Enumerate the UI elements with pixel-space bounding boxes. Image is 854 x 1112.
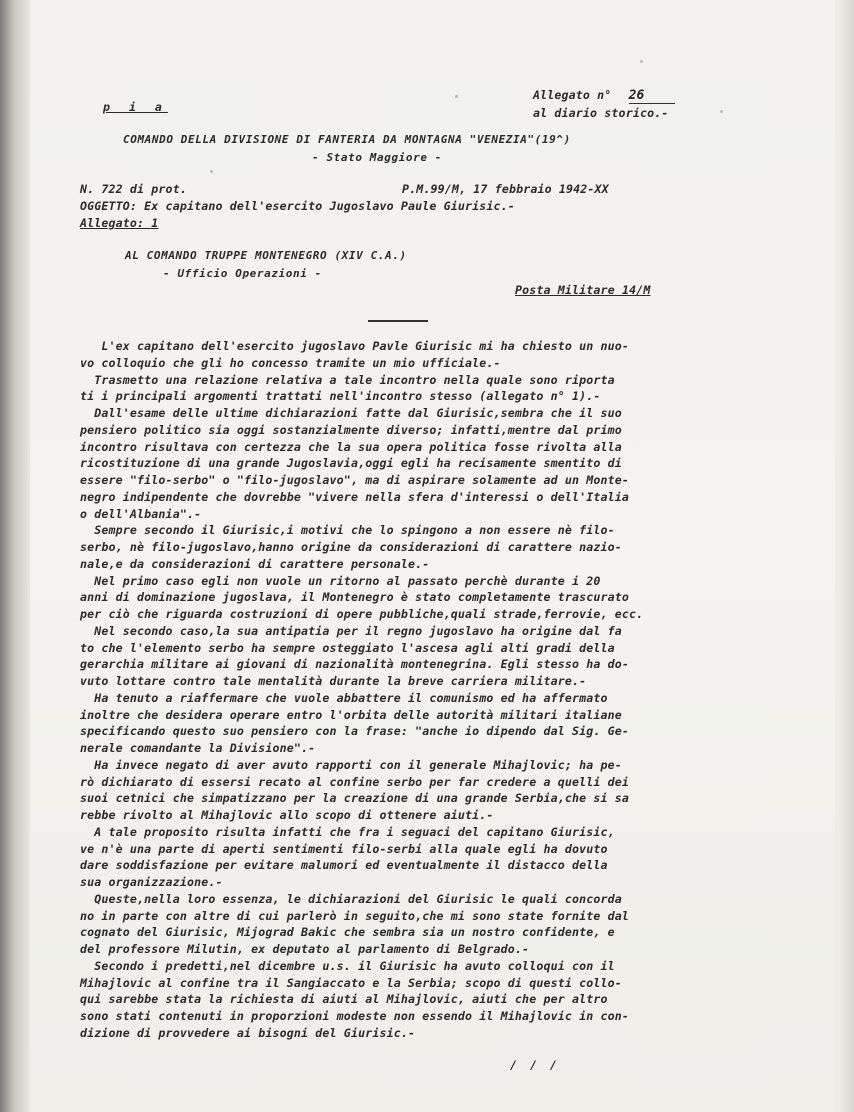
body-line: Ha tenuto a riaffermare che vuole abbattere il comunismo ed ha affermato <box>80 690 608 705</box>
body-line: Ha invece negato di aver avuto rapporti con il generale Mihajlovic; ha pe- <box>80 757 622 772</box>
body-line: per ciò che riguarda costruzioni di opere pubbliche,quali strade,ferrovie, ecc. <box>80 607 644 621</box>
protocol-number: N. 722 di prot. <box>80 182 187 196</box>
recipient-office: - Ufficio Operazioni - <box>163 267 322 280</box>
body-line: pensiero politico sia oggi sostanzialmente diverso; infatti,mentre dal primo <box>80 422 622 437</box>
body-line: Sempre secondo il Giurisic,i motivi che lo spingono a non essere nè filo- <box>80 523 615 538</box>
body-line: negro indipendente che dovrebbe "vivere nella sfera d'interessi o dell'Italia <box>80 489 630 504</box>
body-line: vuto lottare contro tale mentalità durante la breve carriera militare.- <box>80 674 587 688</box>
body-line: cognato del Giurisic, Mijograd Bakic che sembra sia un nostro confidente, e <box>80 925 615 940</box>
subject-line: OGGETTO: Ex capitano dell'esercito Jugoslavo Paule Giurisic.- <box>80 199 515 213</box>
body-line: nale,e da considerazioni di carattere personale.- <box>80 556 430 571</box>
body-line: Queste,nella loro essenza, le dichiarazioni del Giurisic le quali concorda <box>80 891 622 906</box>
body-line: Mihajlovic al confine tra il Sangiaccato e la Serbia; scopo di questi collo- <box>80 975 622 990</box>
command-title: COMANDO DELLA DIVISIONE DI FANTERIA DA MONTAGNA "VENEZIA"(19^) <box>123 133 571 146</box>
allegato-number: 26 <box>629 88 675 104</box>
body-line: incontro risultava con certezza che la sua opera politica fosse rivolta alla <box>80 439 622 454</box>
body-line: dizione di provvedere ai bisogni del Giurisic.- <box>80 1025 416 1040</box>
body-line: A tale proposito risulta infatti che fra i seguaci del capitano Giurisic, <box>80 824 615 839</box>
posta-militare: Posta Militare 14/M <box>515 283 651 297</box>
scan-speck <box>455 95 458 98</box>
body-line: ricostituzione di una grande Jugoslavia,oggi egli ha recisamente smentito di <box>80 456 622 471</box>
allegato-label <box>533 88 675 104</box>
place-date: P.M.99/M, 17 febbraio 1942-XX <box>402 182 609 196</box>
body-line: rò dichiarato di essersi recato al confine serbo per far credere a quelli dei <box>80 774 630 789</box>
body-line: inoltre che desidera operare entro l'orbita delle autorità militari italiane <box>80 707 622 722</box>
separator-rule <box>368 320 428 322</box>
stato-maggiore: - Stato Maggiore - <box>312 151 443 164</box>
scan-speck <box>720 110 723 113</box>
body-line: Nel secondo caso,la sua antipatia per il regno jugoslavo ha origine dal fa <box>80 623 622 638</box>
continuation-mark: / / / <box>510 1058 560 1072</box>
allegato-prefix: Allegato n° <box>533 88 612 102</box>
body-line: to che l'elemento serbo ha sempre osteggiato l'ascesa agli alti gradi della <box>80 640 615 655</box>
body-line: L'ex capitano dell'esercito jugoslavo Pavle Giurisic mi ha chiesto un nuo- <box>80 339 630 353</box>
scan-speck <box>210 170 213 173</box>
scan-speck <box>640 60 643 63</box>
body-line: serbo, nè filo-jugoslavo,hanno origine da considerazioni di carattere nazio- <box>80 540 622 554</box>
body-line: Nel primo caso egli non vuole un ritorno al passato perchè durante i 20 <box>80 573 601 588</box>
body-line: dare soddisfazione per evitare malumori ed eventualmente il distacco della <box>80 858 608 873</box>
body-line: anni di dominazione jugoslava, il Montenegro è stato completamente trascurato <box>80 590 630 605</box>
attachment-line: Allegato: 1 <box>80 216 159 230</box>
body-line: qui sarebbe stata la richiesta di aiuti al Mihajlovic, aiuti che per altro <box>80 992 608 1007</box>
body-line: sono stati contenuti in proporzioni modeste non essendo il Mihajlovic in con- <box>80 1009 630 1023</box>
body-line: Dall'esame delle ultime dichiarazioni fatte dal Giurisic,sembra che il suo <box>80 406 622 420</box>
body-line: sua organizzazione.- <box>80 875 223 889</box>
copy-mark: p i a <box>103 100 168 114</box>
body-line: Secondo i predetti,nel dicembre u.s. il Giurisic ha avuto colloqui con il <box>80 958 615 973</box>
body-line: suoi cetnici che simpatizzano per la creazione di una grande Serbia,che si sa <box>80 791 630 806</box>
body-line: ve n'è una parte di aperti sentimenti filo-serbi alla quale egli ha dovuto <box>80 841 608 856</box>
recipient-command: AL COMANDO TRUPPE MONTENEGRO (XIV C.A.) <box>125 249 407 262</box>
body-line: del professore Milutin, ex deputato al parlamento di Belgrado.- <box>80 942 530 956</box>
body-line: vo colloquio che gli ho concesso tramite un mio ufficiale.- <box>80 355 501 370</box>
body-line: o dell'Albania".- <box>80 506 202 521</box>
body-line: ti i principali argomenti trattati nell'incontro stesso (allegato n° 1).- <box>80 389 601 404</box>
body-line: no in parte con altre di cui parlerò in seguito,che mi sono state fornite dal <box>80 908 630 923</box>
body-line: nerale comandante la Divisione".- <box>80 741 316 755</box>
body-line: rebbe rivolto al Mihajlovic allo scopo di ottenere aiuti.- <box>80 808 494 822</box>
body-line: gerarchia militare ai giovani di nazionalità montenegrina. Egli stesso ha do- <box>80 657 630 672</box>
diario-label: al diario storico.- <box>533 106 669 120</box>
body-line: specificando questo suo pensiero con la frase: "anche io dipendo dal Sig. Ge- <box>80 724 630 739</box>
body-line: essere "filo-serbo" o "filo-jugoslavo", ma di aspirare solamente ad un Monte- <box>80 473 630 487</box>
body-line: Trasmetto una relazione relativa a tale incontro nella quale sono riporta <box>80 372 615 387</box>
